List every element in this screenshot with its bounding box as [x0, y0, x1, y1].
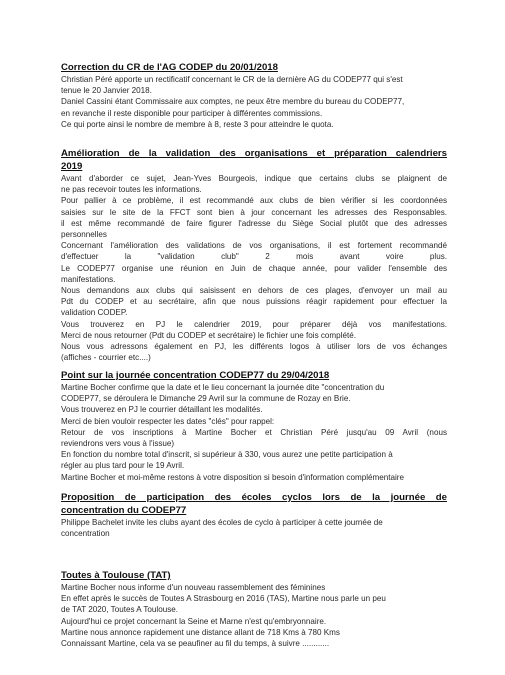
- section-heading: Toutes à Toulouse (TAT): [61, 570, 171, 581]
- paragraph-line: reviendrons vers vous à l'issue): [61, 439, 175, 449]
- paragraph-line: Martine Bocher et moi-même restons à votre disposition si besoin d'information complémentaire: [61, 472, 404, 482]
- paragraph-line: validation CODEP.: [61, 308, 128, 318]
- paragraph-line: Ce qui porte ainsi le nombre de membre à 8, reste 3 pour atteindre le quota.: [61, 119, 334, 129]
- paragraph-line: en revanche il reste disponible pour participer à différentes commissions.: [61, 108, 323, 118]
- paragraph-line: Martine Bocher nous informe d'un nouveau rassemblement des féminines: [61, 583, 326, 592]
- paragraph-line: En effet après le succès de Toutes A Strasbourg en 2016 (TAS), Martine nous parle un peu: [61, 594, 386, 604]
- paragraph-line: Martine Bocher confirme que la date et le lieu concernant la journée dite "concentration du: [61, 383, 385, 392]
- paragraph-line: Daniel Cassini étant Commissaire aux comptes, ne peux être membre du bureau du CODEP77,: [61, 97, 405, 107]
- section-heading: Amélioration de la validation des organisations et préparation calendriers: [61, 148, 447, 159]
- paragraph-line: Merci de nous retourner (Pdt du CODEP et secrétaire) le fichier une fois complété.: [61, 330, 356, 340]
- paragraph-line: personnelles: [61, 230, 107, 240]
- paragraph-line: Aujourd'hui ce projet concernant la Seine et Marne n'est qu'embryonnaire.: [61, 616, 327, 626]
- section-heading: Correction du CR de l'AG CODEP du 20/01/2018: [61, 62, 278, 73]
- paragraph-line: ne pas recevoir toutes les informations.: [61, 185, 202, 195]
- paragraph-line: régler au plus tard pour le 19 Avril.: [61, 461, 185, 471]
- paragraph-line: Vous trouverez en PJ le calendrier 2019, pour préparer déjà vos manifestations.: [61, 319, 447, 329]
- section-heading-continued: 2019: [61, 161, 83, 172]
- paragraph-line: saisies sur le site de la FFCT sont bien à jour concernant les adresses des Responsables.: [61, 207, 447, 217]
- paragraph-line: CODEP77, se déroulera le Dimanche 29 Avril sur la commune de Rozay en Brie.: [61, 394, 351, 404]
- paragraph-line: Avant d'aborder ce sujet, Jean-Yves Bourgeois, indique que certains clubs se plaignent de: [61, 174, 447, 183]
- section-proposition-ecoles: [61, 491, 447, 539]
- paragraph-line: Merci de bien vouloir respecter les dates "clés" pour rappel:: [61, 416, 275, 426]
- section-correction-cr: [61, 61, 447, 130]
- section-journee-concentration: [61, 369, 447, 483]
- paragraph-line: d'effectuer la "validation club" 2 mois avant voire plus.: [61, 252, 447, 262]
- paragraph-line: manifestations.: [61, 274, 116, 284]
- paragraph-line: (affiches - courrier etc....): [61, 353, 151, 363]
- paragraph-line: concentration: [61, 529, 110, 539]
- section-heading: Point sur la journée concentration CODEP77 du 29/04/2018: [61, 370, 330, 381]
- paragraph-line: Nous demandons aux clubs qui saisissent en dehors de ces plages, d'envoyer un mail au: [61, 286, 447, 296]
- paragraph-line: il est même recommandé de faire figurer l'adresse du Siège Social plutôt que des adresses: [61, 218, 447, 228]
- paragraph-line: Vous trouverez en PJ le courrier détaillant les modalités.: [61, 405, 263, 415]
- section-toutes-a-toulouse: [61, 569, 447, 649]
- paragraph-line: Christian Péré apporte un rectificatif concernant le CR de la dernière AG du CODEP77 qui s'est: [61, 75, 403, 84]
- paragraph-line: Retour de vos inscriptions à Martine Bocher et Christian Péré jusqu'au 09 Avril (nous: [61, 427, 447, 437]
- paragraph-line: Concernant l'amélioration des validations de vos organisations, il est fortement recommandé: [61, 241, 447, 251]
- paragraph-line: Martine nous annonce rapidement une distance allant de 718 Kms à 780 Kms: [61, 627, 340, 637]
- paragraph-line: Le CODEP77 organise une réunion en Juin de chaque année, pour valider l'ensemble des: [61, 263, 447, 273]
- paragraph-line: Pour pallier à ce problème, il est recommandé aux clubs de bien vérifier si les coordonnées: [61, 196, 447, 206]
- paragraph-line: Connaissant Martine, cela va se peaufiner au fil du temps, à suivre ............: [61, 639, 330, 649]
- paragraph-line: de TAT 2020, Toutes A Toulouse.: [61, 605, 178, 615]
- section-heading-continued: concentration du CODEP77: [61, 505, 187, 516]
- paragraph-line: tenue le 20 Janvier 2018.: [61, 86, 152, 96]
- section-heading: Proposition de participation des écoles cyclos lors de la journée de: [61, 492, 447, 503]
- paragraph-line: En fonction du nombre total d'inscrit, si supérieur à 330, vous aurez une petite participation à: [61, 450, 393, 460]
- section-amelioration-validation: [61, 147, 447, 363]
- paragraph-line: Nous vous adressons également en PJ, les différents logos à utiliser lors de vos échanges: [61, 342, 447, 352]
- paragraph-line: Pdt du CODEP et au secrétaire, afin que nous puissions réagir rapidement pour effectuer la: [61, 297, 447, 307]
- paragraph-line: Philippe Bachelet invite les clubs ayant des écoles de cyclo à participer à cette journée de: [61, 518, 383, 527]
